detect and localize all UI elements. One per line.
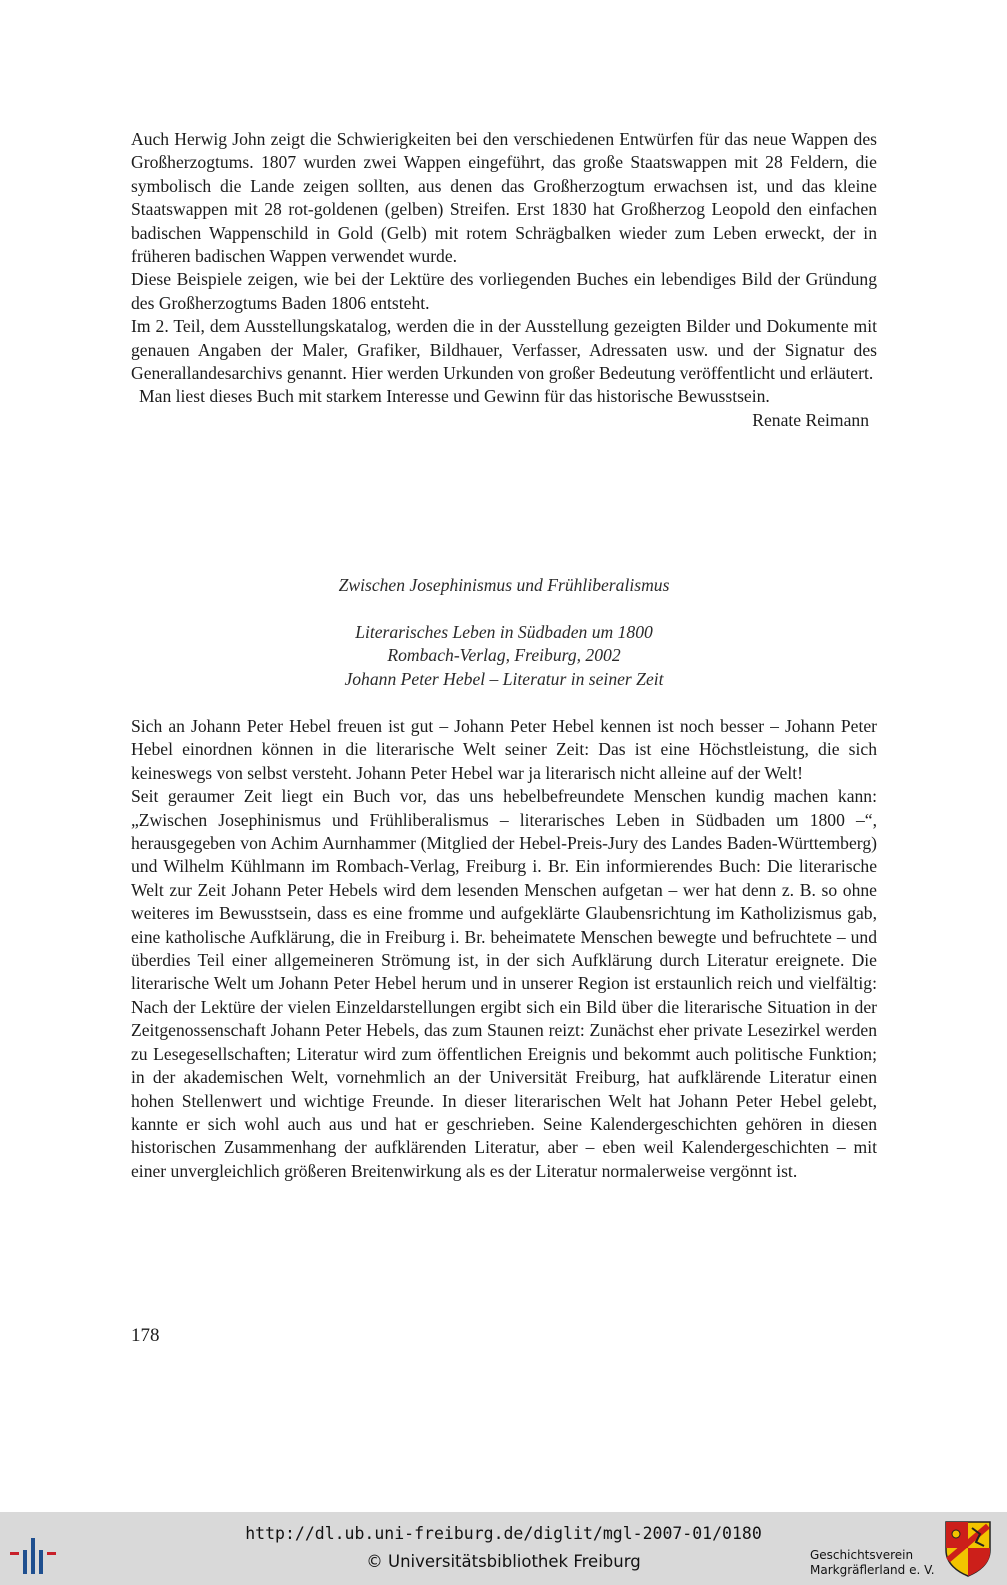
footer-copyright: © Universitätsbibliothek Freiburg xyxy=(366,1552,641,1571)
review-1-text xyxy=(131,128,877,432)
footer-society-name xyxy=(810,1548,935,1578)
review-2-subtitle-line: Johann Peter Hebel – Literatur in seiner Zeit xyxy=(344,668,664,689)
review-1-paragraph: Auch Herwig John zeigt die Schwierigkeiten bei den verschiedenen Entwürfen für das neue Wappen des Großherzogtums. 1807 wurden zwei Wappen eingeführt, das große Staatswappen mit 28 Feldern, die symbolisch die Lande zeigen sollten, aus denen das Großherzogtum erwachsen ist, und das kleine Staatswappen mit 28 rot-goldenen (gelben) Streifen. Erst 1830 hat Großherzog Leopold den einfachen badischen Wappenschild in Gold (Gelb) mit rotem Schrägbalken wieder zum Leben erweckt, der in früheren badischen Wappen verwendet wurde. xyxy=(131,129,877,267)
footer-society-line: Markgräflerland e. V. xyxy=(810,1563,935,1577)
footer-society-line: Geschichtsverein xyxy=(810,1548,914,1562)
review-2-title: Zwischen Josephinismus und Frühliberalismus xyxy=(338,575,670,595)
footer-url-link[interactable]: http://dl.ub.uni-freiburg.de/diglit/mgl-2007-01/0180 xyxy=(245,1524,762,1543)
coat-of-arms-icon xyxy=(944,1520,992,1578)
review-2-paragraph: Seit geraumer Zeit liegt ein Buch vor, das uns hebelbefreundete Menschen kundig machen kann: „Zwischen Josephinismus und Frühliberalismus – literarisches Leben in Südbaden um 1800 –“, herausgegeben von Achim Aurnhammer (Mitglied der Hebel-Preis-Jury des Landes Baden-Württemberg) und Wilhelm Kühlmann im Rombach-Verlag, Freiburg i. Br. Ein informierendes Buch: Die literarische Welt zur Zeit Johann Peter Hebels wird dem lesenden Menschen aufgetan – wer hat denn z. B. so ohne weiteres im Bewusstsein, dass es eine fromme und aufgeklärte Glaubensrichtung im Katholizismus gab, eine katholische Aufklärung, die in Freiburg i. Br. beheimatete Menschen bewegte und befruchtete – und überdies Teil einer allgemeineren Strömung ist, in der sich Aufklärung durch Literatur ereignete. Die literarische Welt um Johann Peter Hebel herum und in unserer Region ist erstaunlich reich und vielfältig: Nach der Lektüre der vielen Einzeldarstellungen ergibt sich ein Bild über die literarische Situation in der Zeitgenossenschaft Johann Peter Hebels, das zum Staunen reizt: Zunächst eher private Lesezirkel werden zu Lesegesellschaften; Literatur wird zum öffentlichen Ereignis und bekommt auch politische Funktion; in der akademischen Welt, vornehmlich an der Universität Freiburg, hat aufklärende Literatur einen hohen Stellenwert und wichtige Freunde. In dieser literarischen Welt hat Johann Peter Hebel gelebt, kannte er sich wohl auch aus und hat er geschrieben. Seine Kalendergeschichten gehören in diesen historischen Zusammenhang der aufklärenden Literatur, aber – eben weil Kalendergeschichten – mit einer unvergleichlich größeren Breitenwirkung als es der Literatur normalerweise vergönnt ist. xyxy=(131,786,877,1181)
review-1-paragraph: Diese Beispiele zeigen, wie bei der Lektüre des vorliegenden Buches ein lebendiges Bild der Gründung des Großherzogtums Baden 1806 entsteht. xyxy=(131,269,877,313)
review-1-author: Renate Reimann xyxy=(752,409,869,430)
review-2-subtitle-line: Rombach-Verlag, Freiburg, 2002 xyxy=(387,645,621,666)
footer-bar xyxy=(0,1512,1007,1585)
review-1-closing: Man liest dieses Buch mit starkem Interesse und Gewinn für das historische Bewusstsein. xyxy=(139,386,770,407)
page-number: 178 xyxy=(131,1325,160,1346)
review-2-subtitle-block xyxy=(131,621,877,691)
review-2-subtitle-line: Literarisches Leben in Südbaden um 1800 xyxy=(355,622,653,642)
review-1-paragraph: Im 2. Teil, dem Ausstellungskatalog, werden die in der Ausstellung gezeigten Bilder und Dokumente mit genauen Angaben der Maler, Grafiker, Bildhauer, Verfasser, Adressaten usw. und der Signatur des Generallandesarchivs genannt. Hier werden Urkunden von großer Bedeutung veröffentlicht und erläutert. xyxy=(131,316,877,384)
review-2-title-block xyxy=(131,574,877,597)
review-2-paragraph: Sich an Johann Peter Hebel freuen ist gut – Johann Peter Hebel kennen ist noch besser – Johann Peter Hebel einordnen können in die literarische Welt seiner Zeit: Das ist eine Höchstleistung, die sich keineswegs von selbst versteht. Johann Peter Hebel war ja literarisch nicht alleine auf der Welt! xyxy=(131,716,877,783)
review-2-text xyxy=(131,715,877,1183)
